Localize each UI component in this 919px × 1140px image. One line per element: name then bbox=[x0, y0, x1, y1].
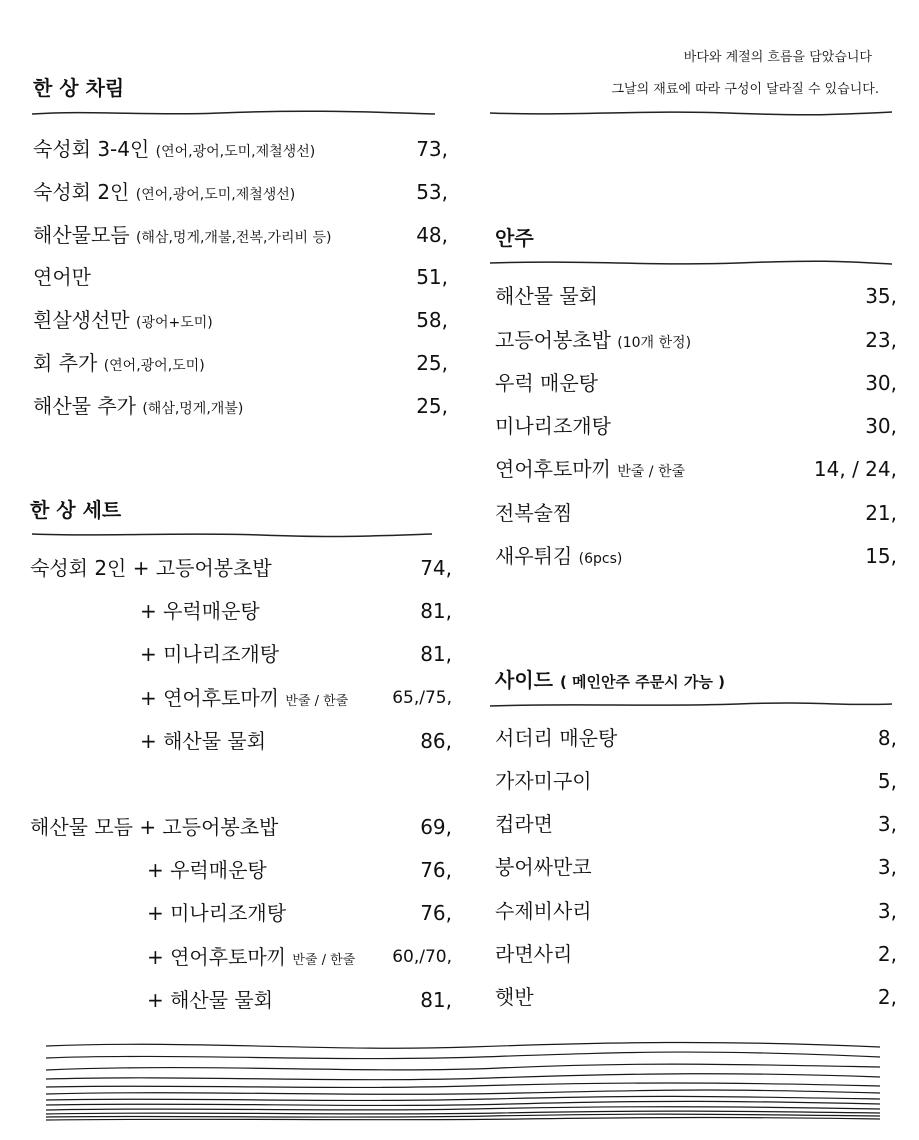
item-price: 23, bbox=[865, 328, 897, 352]
item-detail: (연어,광어,도미,제철생선) bbox=[155, 144, 316, 160]
item-detail: 반줄 / 한줄 bbox=[292, 953, 356, 968]
item-price: 25, bbox=[416, 394, 448, 418]
item-detail: 반줄 / 한줄 bbox=[617, 464, 685, 480]
item-price: 73, bbox=[416, 137, 448, 161]
item-name: 붕어싸만코 bbox=[495, 855, 592, 879]
item-price: 3, bbox=[877, 899, 897, 923]
item-price: 76, bbox=[420, 858, 452, 882]
item-price: 74, bbox=[420, 556, 452, 580]
item-name: + 연어후토마끼 bbox=[140, 686, 280, 710]
hansang-set-title: 한 상 세트 bbox=[30, 498, 122, 522]
item-name: 연어후토마끼 bbox=[495, 457, 611, 481]
item-name: 컵라면 bbox=[495, 812, 553, 836]
item-name: 해산물 모듬 + 고등어봉초밥 bbox=[30, 815, 279, 839]
item-price: 86, bbox=[420, 729, 452, 753]
item-name: 연어만 bbox=[33, 265, 91, 289]
item-price: 81, bbox=[420, 988, 452, 1012]
item-name: 서더리 매운탕 bbox=[495, 726, 618, 750]
item-name: 숙성회 3-4인 bbox=[33, 137, 150, 161]
item-price: 69, bbox=[420, 815, 452, 839]
item-price: 3, bbox=[877, 812, 897, 836]
item-name: + 우럭매운탕 bbox=[140, 599, 260, 623]
item-detail: (연어,광어,도미) bbox=[103, 358, 205, 374]
item-price: 65,/75, bbox=[392, 688, 452, 708]
item-detail: (연어,광어,도미,제철생선) bbox=[135, 187, 296, 203]
item-detail: (광어+도미) bbox=[135, 315, 213, 331]
item-price: 48, bbox=[416, 223, 448, 247]
item-price: 8, bbox=[877, 726, 897, 750]
item-name: 미나리조개탕 bbox=[495, 414, 611, 438]
item-price: 2, bbox=[877, 942, 897, 966]
item-price: 81, bbox=[420, 642, 452, 666]
item-detail: (6pcs) bbox=[578, 551, 623, 567]
item-name: 해산물 추가 bbox=[33, 394, 136, 418]
item-price: 60,/70, bbox=[392, 947, 452, 967]
side-title-text: 사이드 bbox=[495, 668, 553, 692]
item-detail: (해삼,멍게,개불,전복,가리비 등) bbox=[135, 230, 332, 246]
item-name: 숙성회 2인 bbox=[33, 180, 130, 204]
item-price: 30, bbox=[865, 414, 897, 438]
item-name: + 연어후토마끼 bbox=[147, 945, 287, 969]
hansang-charim-title: 한 상 차림 bbox=[33, 76, 125, 100]
item-price: 81, bbox=[420, 599, 452, 623]
item-name: 고등어봉초밥 bbox=[495, 328, 611, 352]
item-name: + 미나리조개탕 bbox=[140, 642, 280, 666]
item-price: 76, bbox=[420, 901, 452, 925]
item-name: 햇반 bbox=[495, 985, 534, 1009]
item-name: 새우튀김 bbox=[495, 544, 573, 568]
item-price: 21, bbox=[865, 501, 897, 525]
item-name: 해산물 물회 bbox=[495, 284, 598, 308]
side-subtitle: ( 메인안주 주문시 가능 ) bbox=[559, 673, 725, 691]
item-name: 전복술찜 bbox=[495, 501, 573, 525]
item-price: 5, bbox=[877, 769, 897, 793]
anju-title: 안주 bbox=[495, 226, 534, 250]
item-name: 가자미구이 bbox=[495, 769, 592, 793]
item-name: 라면사리 bbox=[495, 942, 573, 966]
item-detail: (10개 한정) bbox=[617, 335, 692, 351]
item-detail: 반줄 / 한줄 bbox=[285, 694, 349, 709]
item-name: 우럭 매운탕 bbox=[495, 371, 598, 395]
item-name: 회 추가 bbox=[33, 351, 98, 375]
item-name: 숙성회 2인 + 고등어봉초밥 bbox=[30, 556, 272, 580]
item-name: + 해산물 물회 bbox=[140, 729, 267, 753]
item-price: 51, bbox=[416, 265, 448, 289]
item-detail: (해삼,멍게,개불) bbox=[142, 401, 244, 417]
item-price: 35, bbox=[865, 284, 897, 308]
item-price: 53, bbox=[416, 180, 448, 204]
item-name: + 우럭매운탕 bbox=[147, 858, 267, 882]
item-name: 수제비사리 bbox=[495, 899, 592, 923]
item-name: + 해산물 물회 bbox=[147, 988, 274, 1012]
item-name: 해산물모듬 bbox=[33, 223, 130, 247]
item-price: 30, bbox=[865, 371, 897, 395]
item-price: 15, bbox=[865, 544, 897, 568]
item-name: 흰살생선만 bbox=[33, 308, 130, 332]
item-price: 3, bbox=[877, 855, 897, 879]
item-price: 2, bbox=[877, 985, 897, 1009]
intro-line-1: 바다와 계절의 흐름을 담았습니다 bbox=[683, 50, 872, 65]
item-price: 58, bbox=[416, 308, 448, 332]
intro-line-2: 그날의 재료에 따라 구성이 달라질 수 있습니다. bbox=[611, 82, 879, 97]
item-price: 14, / 24, bbox=[813, 457, 897, 481]
item-price: 25, bbox=[416, 351, 448, 375]
item-name: + 미나리조개탕 bbox=[147, 901, 287, 925]
